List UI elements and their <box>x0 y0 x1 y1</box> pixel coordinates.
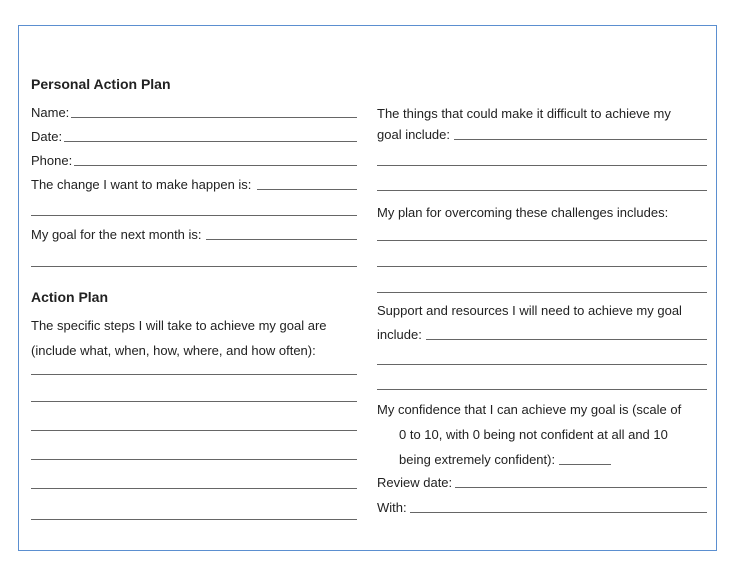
phone-label: Phone: <box>31 153 73 168</box>
support-label-1: Support and resources I will need to achieve my goal <box>377 303 682 318</box>
steps-line[interactable] <box>31 459 357 460</box>
name-label: Name: <box>31 105 70 120</box>
steps-line[interactable] <box>31 488 357 489</box>
steps-label-1: The specific steps I will take to achieve my goal are <box>31 318 327 333</box>
form-title: Personal Action Plan <box>31 76 171 92</box>
action-plan-title: Action Plan <box>31 289 109 305</box>
steps-line[interactable] <box>31 430 357 431</box>
change-line-2[interactable] <box>31 215 357 216</box>
date-line[interactable] <box>64 128 357 142</box>
difficult-field[interactable] <box>377 126 707 144</box>
review-date-field[interactable] <box>377 474 707 492</box>
support-line-2[interactable] <box>377 364 707 365</box>
goal-line[interactable] <box>206 226 357 240</box>
goal-line-2[interactable] <box>31 266 357 267</box>
confidence-field[interactable] <box>399 451 611 469</box>
overcome-line[interactable] <box>377 266 707 267</box>
support-field[interactable] <box>377 326 707 344</box>
review-date-line[interactable] <box>455 474 707 488</box>
name-field[interactable] <box>31 104 357 122</box>
date-label: Date: <box>31 129 63 144</box>
difficult-line-2[interactable] <box>377 165 707 166</box>
difficult-line[interactable] <box>454 126 707 140</box>
confidence-label-1: My confidence that I can achieve my goal is (scale of <box>377 402 682 417</box>
change-field[interactable] <box>31 176 357 194</box>
review-date-label: Review date: <box>377 475 453 490</box>
name-line[interactable] <box>71 104 357 118</box>
change-label: The change I want to make happen is: <box>31 177 252 192</box>
difficult-line-3[interactable] <box>377 190 707 191</box>
difficult-label-1: The things that could make it difficult to achieve my <box>377 106 671 121</box>
steps-line[interactable] <box>31 401 357 402</box>
goal-field[interactable] <box>31 226 357 244</box>
overcome-label: My plan for overcoming these challenges includes: <box>377 205 669 220</box>
confidence-label-2: 0 to 10, with 0 being not confident at all and 10 <box>399 427 668 442</box>
change-line[interactable] <box>257 176 357 190</box>
confidence-line[interactable] <box>559 451 611 465</box>
phone-field[interactable] <box>31 152 357 170</box>
steps-line[interactable] <box>31 374 357 375</box>
support-line[interactable] <box>426 326 707 340</box>
with-field[interactable] <box>377 499 707 517</box>
difficult-label-2: goal include: <box>377 127 450 142</box>
goal-label: My goal for the next month is: <box>31 227 202 242</box>
with-line[interactable] <box>410 499 707 513</box>
support-line-3[interactable] <box>377 389 707 390</box>
overcome-line[interactable] <box>377 292 707 293</box>
confidence-label-3: being extremely confident): <box>399 452 556 467</box>
with-label: With: <box>377 500 407 515</box>
steps-label-2: (include what, when, how, where, and how often): <box>31 343 316 358</box>
steps-line[interactable] <box>31 519 357 520</box>
overcome-line[interactable] <box>377 240 707 241</box>
phone-line[interactable] <box>74 152 357 166</box>
date-field[interactable] <box>31 128 357 146</box>
support-label-2: include: <box>377 327 422 342</box>
